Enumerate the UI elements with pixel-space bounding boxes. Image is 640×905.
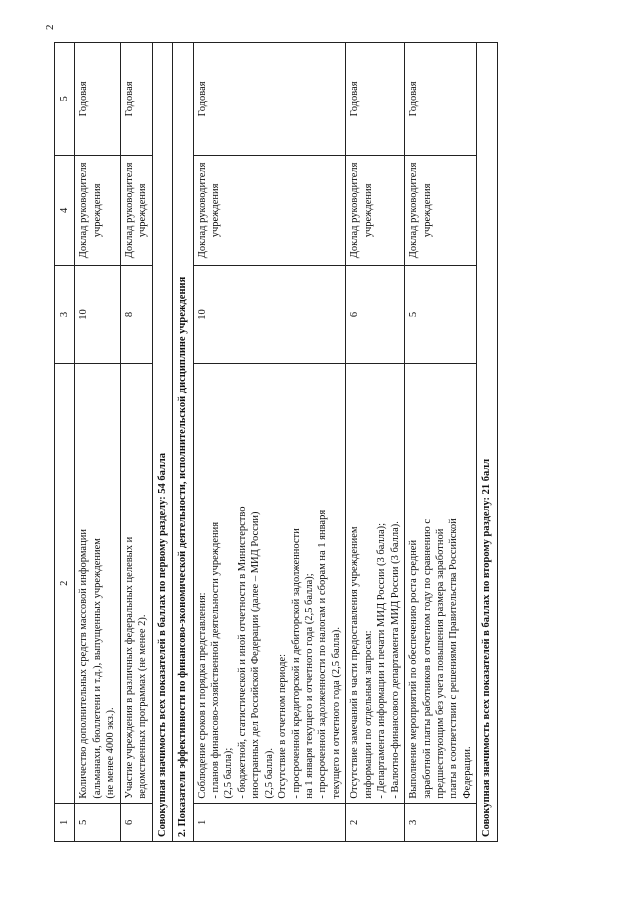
description-line: ведомственных программах (не менее 2).: [137, 614, 149, 799]
description-line: Федерации.: [461, 746, 473, 799]
indicators-table: [54, 42, 498, 842]
row-number: 1: [193, 803, 346, 841]
indicator-description: [193, 363, 346, 803]
description-line: - просроченной кредиторской и дебиторской задолженности: [290, 528, 302, 799]
indicator-description: [346, 363, 405, 803]
description-line: Количество дополнительных средств массовой информации: [78, 529, 90, 799]
description-line: (не менее 4000 экз.).: [105, 707, 117, 799]
section-1-total: Совокупная значимость всех показателей в баллах по первому разделу: 54 балла: [152, 43, 172, 842]
description-line: информации по отдельным запросам:: [362, 630, 374, 799]
indicator-source: Доклад руководителя учреждения: [75, 155, 120, 265]
table-row: [405, 43, 477, 842]
indicator-source: Доклад руководителя учреждения: [405, 155, 477, 265]
row-number: 3: [405, 803, 477, 841]
header-col-5: 5: [55, 43, 75, 156]
description-line: текущего и отчетного года (2,5 балла).: [330, 627, 342, 799]
indicator-points: 8: [120, 266, 152, 364]
indicator-source: Доклад руководителя учреждения: [193, 155, 346, 265]
description-line: - бюджетной, статистической и иной отчетности в Министерство: [236, 506, 248, 799]
rotated-table-container: [54, 42, 602, 842]
indicator-points: 10: [193, 266, 346, 364]
description-line: Отсутствие в отчетном периоде:: [277, 653, 289, 799]
indicator-description: [405, 363, 477, 803]
table-row: [193, 43, 346, 842]
indicator-period: Годовая: [346, 43, 405, 156]
description-line: Участие учреждения в различных федеральных целевых и: [123, 536, 135, 799]
indicator-period: Годовая: [120, 43, 152, 156]
section-2-heading-row: [173, 43, 193, 842]
indicator-source: Доклад руководителя учреждения: [346, 155, 405, 265]
description-line: (2,5 балла);: [223, 747, 235, 799]
table-row: [120, 43, 152, 842]
description-line: (альманахи, бюллетени и т.д.), выпущенных учреждением: [91, 538, 103, 799]
description-line: - Валютно-финансового департамента МИД России (3 балла).: [389, 521, 401, 799]
page-number: 2: [44, 24, 56, 30]
indicator-period: Годовая: [405, 43, 477, 156]
table-header-row: [55, 43, 75, 842]
row-number: 6: [120, 803, 152, 841]
description-line: - Департамента информации и печати МИД России (3 балла);: [376, 522, 388, 799]
indicator-description: [75, 363, 120, 803]
section-1-total-row: [152, 43, 172, 842]
description-line: иностранных дел Российской Федерации (далее – МИД России): [250, 511, 262, 799]
section-2-total-row: [477, 43, 497, 842]
description-line: (2,5 балла).: [263, 748, 275, 799]
header-col-3: 3: [55, 266, 75, 364]
indicator-period: Годовая: [75, 43, 120, 156]
description-line: Отсутствие замечаний в части предоставления учреждением: [349, 526, 361, 799]
description-line: Соблюдение сроков и порядка представления:: [196, 592, 208, 799]
description-line: предшествующим без учета повышения размера заработной: [434, 528, 446, 799]
indicator-points: 10: [75, 266, 120, 364]
description-line: Выполнение мероприятий по обеспечению роста средней: [408, 539, 420, 799]
header-col-2: 2: [55, 363, 75, 803]
indicator-points: 6: [346, 266, 405, 364]
header-col-4: 4: [55, 155, 75, 265]
section-2-heading: 2. Показатели эффективности по финансово-экономической деятельности, исполнительской дисциплине учреждения: [173, 43, 193, 842]
header-col-1: 1: [55, 803, 75, 841]
description-line: платы в соответствии с решениями Правительства Российской: [448, 518, 460, 799]
table-row: [75, 43, 120, 842]
indicator-description: [120, 363, 152, 803]
indicator-points: 5: [405, 266, 477, 364]
row-number: 5: [75, 803, 120, 841]
indicator-source: Доклад руководителя учреждения: [120, 155, 152, 265]
section-2-total: Совокупная значимость всех показателей в баллах по второму разделу: 21 балл: [477, 43, 497, 842]
row-number: 2: [346, 803, 405, 841]
description-line: - просроченной задолженности по налогам и сборам на 1 января: [317, 509, 329, 799]
description-line: заработной платы работников в отчетном году по сравнению с: [421, 518, 433, 799]
table-row: [346, 43, 405, 842]
description-line: на 1 января текущего и отчетного года (2,5 балла);: [304, 573, 315, 799]
description-line: - планов финансово-хозяйственной деятельности учреждения: [209, 521, 221, 799]
indicator-period: Годовая: [193, 43, 346, 156]
